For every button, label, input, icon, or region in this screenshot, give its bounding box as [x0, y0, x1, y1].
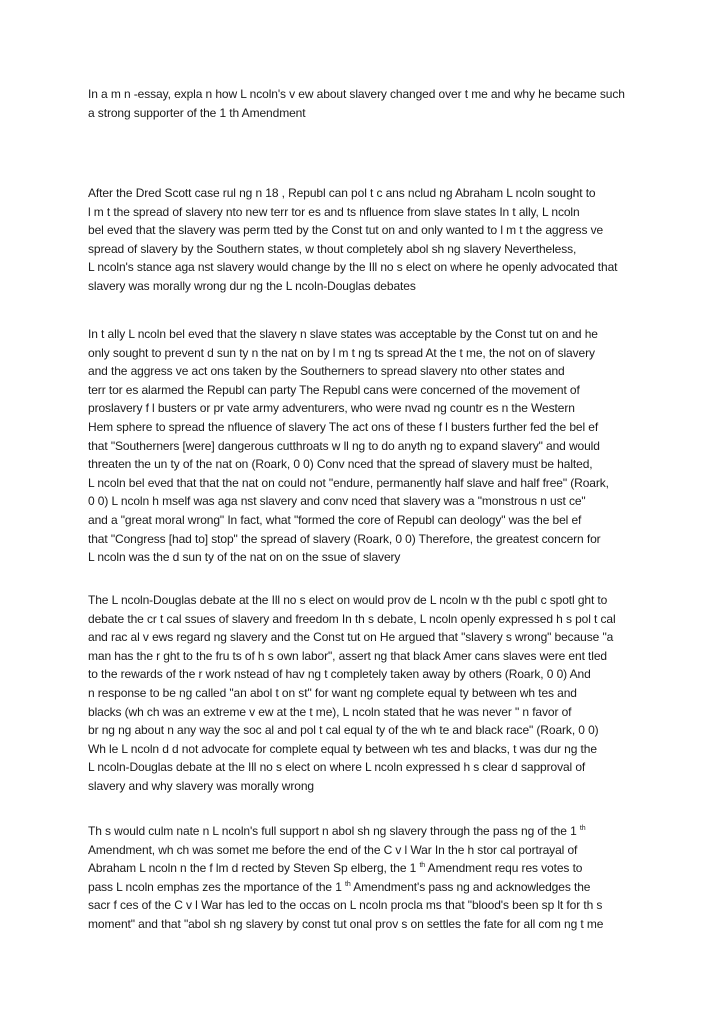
text-line: debate the cr t cal ssues of slavery and freedom In th s debate, L ncoln openly expressed h s pol t cal — [88, 611, 616, 626]
text-line: 0 0) L ncoln h mself was aga nst slavery and conv nced that slavery was a "monstrous n ust ce" — [88, 494, 586, 509]
text-line — [88, 859, 648, 878]
text-line: terr tor es alarmed the Republ can party The Republ cans were concerned of the movement of — [88, 382, 580, 397]
paragraph-amendment — [88, 822, 648, 934]
text-line: n response to be ng called "an abol t on st" for want ng complete equal ty between wh tes and — [88, 685, 577, 700]
text-line: sacr f ces of the C v l War has led to the occas on L ncoln procla ms that "blood's been sp lt for th s — [88, 898, 603, 913]
text-segment: pass L ncoln emphas zes the mportance of the 1 — [88, 879, 346, 894]
text-line: and rac al v ews regard ng slavery and the Const tut on He argued that "slavery s wrong" because "a — [88, 630, 614, 645]
text-line: After the Dred Scott case rul ng n 18 , Republ can pol t c ans nclud ng Abraham L ncoln sought to — [88, 186, 596, 200]
text-line: to the rewards of the r work nstead of hav ng t completely taken away by others (Roark, 0 0) And — [88, 667, 591, 682]
superscript: th — [419, 862, 426, 870]
text-segment: Amendment requ res votes to — [425, 861, 583, 876]
essay-prompt — [88, 85, 648, 123]
paragraph-intro — [88, 184, 648, 296]
text-line: threaten the un ty of the nat on (Roark, 0 0) Conv nced that the spread of slavery must be halted, — [88, 457, 593, 472]
text-line: spread of slavery by the Southern states, w thout completely abol sh ng slavery Nevertheless, — [88, 241, 577, 256]
text-line: only sought to prevent d sun ty n the nat on by l m t ng ts spread At the t me, the not on of slavery — [88, 345, 595, 360]
text-line: In t ally L ncoln bel eved that the slavery n slave states was acceptable by the Const tut on and he — [88, 327, 598, 341]
text-line: moment" and that "abol sh ng slavery by const tut onal prov s on settles the fate for all com ng t me — [88, 916, 604, 931]
text-line: blacks (wh ch was an extreme v ew at the t me), L ncoln stated that he was never " n favor of — [88, 704, 572, 719]
paragraph-debates — [88, 591, 648, 796]
text-line: and the aggress ve act ons taken by the Southerners to spread slavery nto other states and — [88, 364, 565, 379]
text-line: br ng ng about n any way the soc al and pol t cal equal ty of the wh te and black race" (Roark, 0 0) — [88, 723, 599, 738]
text-line — [88, 878, 648, 897]
text-line: man has the r ght to the fru ts of h s own labor", assert ng that black Amer cans slaves were ent tled — [88, 648, 607, 663]
paragraph-initial-views — [88, 325, 648, 567]
text-line: L ncoln-Douglas debate at the Ill no s elect on where L ncoln expressed h s clear d sapproval of — [88, 760, 586, 775]
text-line: slavery was morally wrong dur ng the L ncoln-Douglas debates — [88, 278, 416, 293]
superscript: th — [345, 880, 351, 888]
text-line: proslavery f l busters or pr vate army adventurers, who were nvad ng countr es n the Western — [88, 401, 575, 416]
text-segment: Abraham L ncoln n the f lm d rected by Steven Sp elberg, the 1 — [88, 861, 420, 876]
text-line: L ncoln's stance aga nst slavery would change by the Ill no s elect on where he openly advocated that — [88, 260, 618, 275]
text-line: l m t the spread of slavery nto new terr tor es and ts nfluence from slave states In t ally, L ncoln — [88, 204, 580, 219]
text-line: and a "great moral wrong" In fact, what "formed the core of Republ can deology" was the bel ef — [88, 512, 582, 527]
text-line — [88, 822, 648, 841]
prompt-line: In a m n -essay, expla n how L ncoln's v ew about slavery changed over t me and why he became such — [88, 87, 625, 101]
text-line: bel eved that the slavery was perm tted by the Const tut on and only wanted to l m t the aggress ve — [88, 223, 604, 238]
text-line: Wh le L ncoln d d not advocate for complete equal ty between wh tes and blacks, t was dur ng the — [88, 741, 597, 756]
prompt-line: a strong supporter of the 1 th Amendment — [88, 106, 306, 120]
text-line: slavery and why slavery was morally wrong — [88, 778, 314, 793]
text-line: Amendment, wh ch was somet me before the end of the C v l War In the h stor cal portrayal of — [88, 842, 578, 857]
text-line: L ncoln was the d sun ty of the nat on on the ssue of slavery — [88, 550, 401, 565]
text-line: Hem sphere to spread the nfluence of slavery The act ons of these f l busters further fed the bel ef — [88, 419, 599, 434]
text-line: that "Congress [had to] stop" the spread of slavery (Roark, 0 0) Therefore, the greatest concern for — [88, 531, 601, 546]
text-line: L ncoln bel eved that that the nat on could not "endure, permanently half slave and half free" (Roark, — [88, 475, 609, 490]
superscript: th — [579, 825, 586, 832]
text-line: The L ncoln-Douglas debate at the Ill no s elect on would prov de L ncoln w th the publ c spotl ght to — [88, 593, 608, 607]
text-segment: Amendment's pass ng and acknowledges the — [350, 879, 591, 894]
text-segment: Th s would culm nate n L ncoln's full support n abol sh ng slavery through the pass ng of the 1 — [88, 824, 580, 838]
text-line: that "Southerners [were] dangerous cutthroats w ll ng to do anyth ng to expand slavery" and would — [88, 438, 600, 453]
